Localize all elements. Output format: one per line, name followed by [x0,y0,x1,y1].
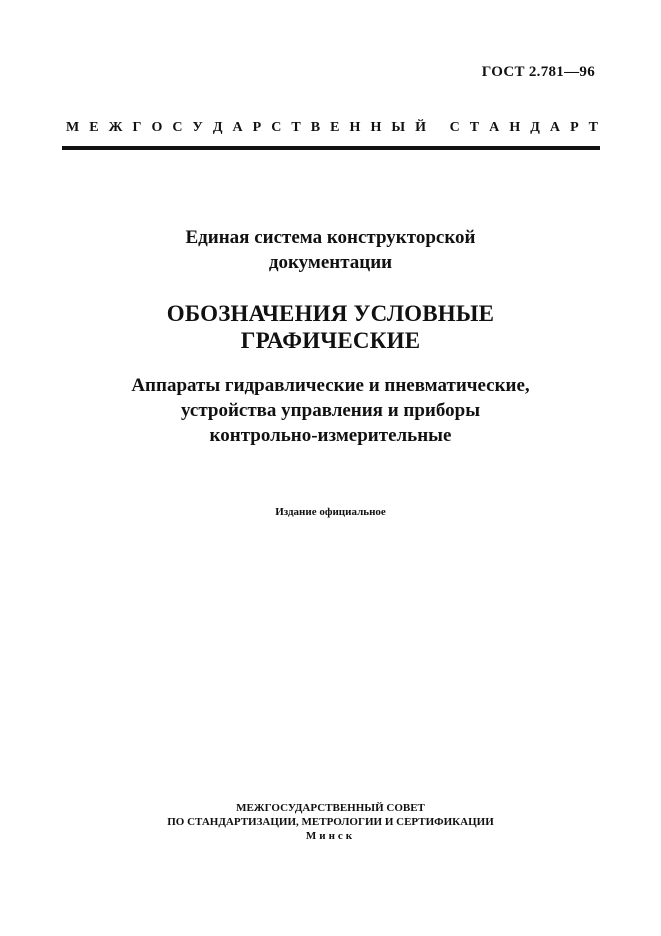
header-letter: Р [570,120,579,135]
header-letter: С [271,120,282,135]
header-letter: Т [588,120,598,135]
header-letter: Е [330,120,340,135]
document-code: ГОСТ 2.781—96 [481,64,595,80]
subtitle-line-1: Аппараты гидравлические и пневматические, [131,375,530,396]
header-letter: М [66,120,80,135]
header-letter: С [449,120,460,135]
header-letter: О [151,120,163,135]
header-letter: В [310,120,321,135]
header-letter: Е [89,120,99,135]
main-title-line-1: ОБОЗНАЧЕНИЯ УСЛОВНЫЕ [166,301,495,326]
series-title [0,225,661,275]
header-letter: Д [212,120,223,135]
header-letter: Й [415,120,427,135]
header-letter: Г [132,120,142,135]
header-letter: Д [530,120,540,135]
publisher-line-1: МЕЖГОСУДАРСТВЕННЫЙ СОВЕТ [236,802,425,814]
header-letter: А [549,120,561,135]
header-letter: А [232,120,243,135]
interstate-standard-header [66,120,598,136]
header-letter: Ы [391,120,406,135]
header-rule [62,146,600,150]
header-letter: А [489,120,500,135]
publisher-line-2: ПО СТАНДАРТИЗАЦИИ, МЕТРОЛОГИИ И СЕРТИФИКАЦИИ [167,816,494,828]
header-letter: Т [291,120,301,135]
main-title-line-2: ГРАФИЧЕСКИЕ [240,328,421,353]
header-letter: С [172,120,183,135]
subtitle-line-2: устройства управления и приборы [180,400,481,421]
series-title-line-2: документации [268,252,393,273]
subtitle-line-3: контрольно-измерительные [209,425,452,446]
header-letter: Н [370,120,382,135]
edition-note: Издание официальное [275,506,386,518]
main-title [0,300,661,354]
subtitle [0,373,661,448]
header-letter: Ж [108,120,123,135]
header-letter: Р [252,120,262,135]
header-letter: Т [469,120,480,135]
publisher-city: Минск [305,830,356,842]
header-letter: Н [509,120,521,135]
header-letter: Н [349,120,361,135]
header-letter [436,120,440,136]
header-letter: У [192,120,203,135]
series-title-line-1: Единая система конструкторской [185,227,476,248]
publisher-block [0,801,661,843]
